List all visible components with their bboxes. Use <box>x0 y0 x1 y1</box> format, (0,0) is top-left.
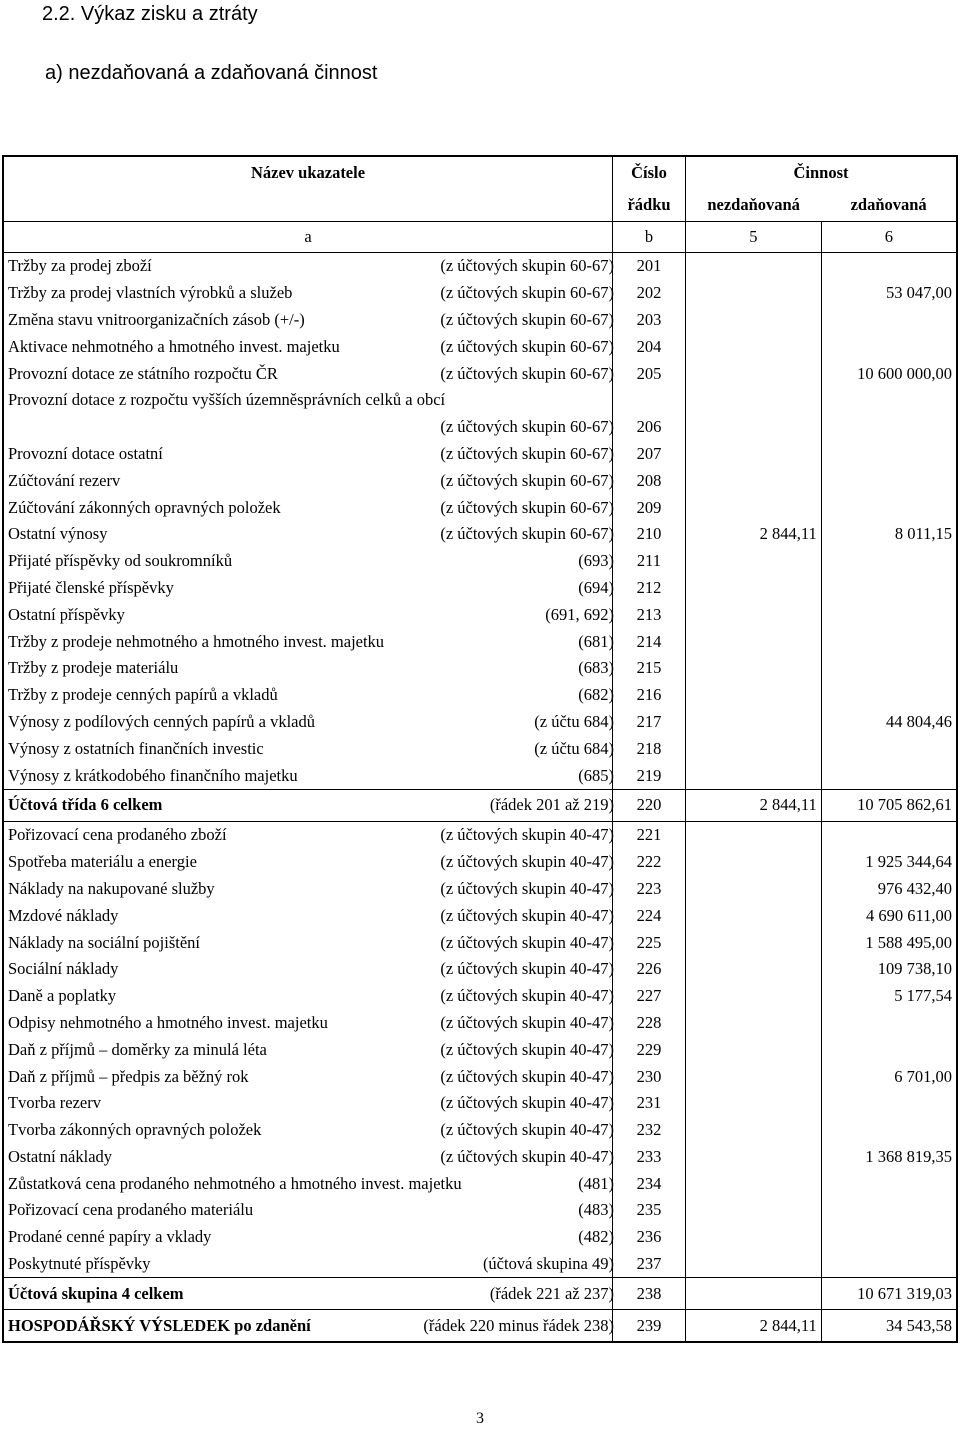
row-value-taxed <box>821 682 957 709</box>
row-value-taxed: 1 368 819,35 <box>821 1144 957 1171</box>
row-value-nontaxed <box>686 1090 822 1117</box>
row-value-taxed <box>821 735 957 762</box>
row-code: 219 <box>613 762 686 789</box>
row-value-taxed <box>821 655 957 682</box>
row-value-nontaxed <box>686 1117 822 1144</box>
row-code: 229 <box>613 1036 686 1063</box>
table-row <box>3 1251 957 1278</box>
row-code: 231 <box>613 1090 686 1117</box>
row-code: 226 <box>613 956 686 983</box>
table-row <box>3 601 957 628</box>
header-col6: zdaňovaná <box>850 195 927 214</box>
row-label: HOSPODÁŘSKÝ VÝSLEDEK po zdanění <box>8 1315 311 1335</box>
row-account: (z účtových skupin 60-67) <box>440 443 614 463</box>
table-row <box>3 821 957 848</box>
table-row <box>3 1170 957 1197</box>
row-value-nontaxed <box>686 735 822 762</box>
row-value-nontaxed <box>686 548 822 575</box>
row-label: Přijaté příspěvky od soukromníků <box>8 551 233 571</box>
row-value-nontaxed <box>686 849 822 876</box>
row-value-nontaxed <box>686 1063 822 1090</box>
row-value-taxed <box>821 1197 957 1224</box>
table-row <box>3 849 957 876</box>
row-label: Tržby z prodeje nehmotného a hmotného invest. majetku <box>8 631 385 651</box>
row-value-taxed <box>821 441 957 468</box>
header-code-line1: Číslo <box>613 156 686 189</box>
page-number: 3 <box>476 1410 484 1427</box>
row-label: Tržby z prodeje materiálu <box>8 658 179 678</box>
table-row <box>3 253 957 280</box>
row-account: (z účtových skupin 60-67) <box>440 283 614 303</box>
table-row <box>3 575 957 602</box>
row-code: 205 <box>613 360 686 387</box>
row-code: 204 <box>613 333 686 360</box>
row-value-taxed <box>821 253 957 280</box>
row-code: 212 <box>613 575 686 602</box>
row-account: (681) <box>578 631 614 651</box>
row-value-nontaxed <box>686 902 822 929</box>
row-value-taxed <box>821 821 957 848</box>
row-code: 239 <box>613 1310 686 1343</box>
row-value-nontaxed <box>686 628 822 655</box>
table-row <box>3 1224 957 1251</box>
table-row <box>3 414 957 441</box>
row-account: (693) <box>578 551 614 571</box>
row-account: (683) <box>578 658 614 678</box>
row-code: 210 <box>613 521 686 548</box>
table-row <box>3 655 957 682</box>
row-account: (z účtových skupin 60-67) <box>440 256 614 276</box>
table-row <box>3 682 957 709</box>
row-account: (z účtových skupin 40-47) <box>440 1039 614 1059</box>
row-label: Ostatní výnosy <box>8 524 108 544</box>
row-account: (481) <box>578 1173 614 1193</box>
row-value-nontaxed <box>686 360 822 387</box>
row-value-taxed: 1 588 495,00 <box>821 929 957 956</box>
row-label: Ostatní příspěvky <box>8 604 125 624</box>
row-label: Provozní dotace ze státního rozpočtu ČR <box>8 363 278 383</box>
table-row <box>3 929 957 956</box>
row-value-nontaxed <box>686 1278 822 1310</box>
row-value-taxed <box>821 548 957 575</box>
row-code: 209 <box>613 494 686 521</box>
row-code: 207 <box>613 441 686 468</box>
row-label: Výnosy z podílových cenných papírů a vkladů <box>8 711 316 731</box>
section-title: 2.2. Výkaz zisku a ztráty <box>42 3 258 25</box>
table-row <box>3 333 957 360</box>
row-label: Zůstatková cena prodaného nehmotného a hmotného invest. majetku <box>8 1173 462 1193</box>
income-statement-table <box>2 155 958 1343</box>
row-code: 214 <box>613 628 686 655</box>
row-value-taxed <box>821 762 957 789</box>
row-code: 208 <box>613 467 686 494</box>
row-account: (z účtových skupin 40-47) <box>440 905 614 925</box>
row-value-nontaxed <box>686 467 822 494</box>
row-code: 237 <box>613 1251 686 1278</box>
total-row <box>3 1278 957 1310</box>
table-row <box>3 494 957 521</box>
row-code: 224 <box>613 902 686 929</box>
table-row <box>3 983 957 1010</box>
row-value-nontaxed <box>686 280 822 307</box>
row-value-taxed: 10 705 862,61 <box>821 789 957 821</box>
row-label: Tržby z prodeje cenných papírů a vkladů <box>8 685 278 705</box>
row-account: (řádek 221 až 237) <box>489 1283 614 1303</box>
table-row <box>3 280 957 307</box>
row-value-taxed <box>821 1036 957 1063</box>
header-activity: Činnost <box>793 163 849 182</box>
row-value-nontaxed <box>686 956 822 983</box>
row-value-nontaxed <box>686 929 822 956</box>
row-code: 233 <box>613 1144 686 1171</box>
row-value-taxed: 976 432,40 <box>821 876 957 903</box>
table-row <box>3 1117 957 1144</box>
row-code: 220 <box>613 789 686 821</box>
table-row <box>3 1144 957 1171</box>
row-account: (z účtových skupin 60-67) <box>440 524 614 544</box>
row-code: 217 <box>613 709 686 736</box>
marker-col6: 6 <box>821 222 957 253</box>
header-col5: nezdaňovaná <box>707 195 800 214</box>
row-code: 225 <box>613 929 686 956</box>
row-code: 221 <box>613 821 686 848</box>
table-row <box>3 876 957 903</box>
row-value-nontaxed <box>686 1170 822 1197</box>
table-row <box>3 1090 957 1117</box>
row-value-taxed <box>821 307 957 334</box>
table-row <box>3 1197 957 1224</box>
row-code: 218 <box>613 735 686 762</box>
row-value-nontaxed <box>686 762 822 789</box>
row-value-nontaxed <box>686 821 822 848</box>
row-value-taxed <box>821 1117 957 1144</box>
table-row <box>3 956 957 983</box>
row-value-nontaxed <box>686 876 822 903</box>
row-label: Tržby za prodej vlastních výrobků a služeb <box>8 283 293 303</box>
row-value-nontaxed <box>686 709 822 736</box>
row-value-taxed <box>821 601 957 628</box>
row-value-taxed: 6 701,00 <box>821 1063 957 1090</box>
row-account: (z účtových skupin 60-67) <box>440 470 614 490</box>
row-value-nontaxed: 2 844,11 <box>759 524 817 544</box>
row-value-taxed <box>821 333 957 360</box>
row-label: Výnosy z krátkodobého finančního majetku <box>8 765 298 785</box>
row-code: 215 <box>613 655 686 682</box>
header-code-line2: řádku <box>613 189 686 222</box>
row-value-taxed: 44 804,46 <box>821 709 957 736</box>
row-account: (účtová skupina 49) <box>482 1254 614 1274</box>
table-row <box>3 735 957 762</box>
row-label: Pořizovací cena prodaného zboží <box>8 825 227 845</box>
row-value-nontaxed <box>686 307 822 334</box>
table-row <box>3 307 957 334</box>
row-code: 201 <box>613 253 686 280</box>
row-code: 228 <box>613 1010 686 1037</box>
row-value-nontaxed <box>686 1144 822 1171</box>
row-code: 202 <box>613 280 686 307</box>
row-label: Zúčtování rezerv <box>8 470 121 490</box>
row-account: (z účtových skupin 60-67) <box>440 497 614 517</box>
row-label: Daně a poplatky <box>8 986 117 1006</box>
row-value-taxed <box>821 1090 957 1117</box>
table-row <box>3 628 957 655</box>
row-value-taxed: 10 600 000,00 <box>821 360 957 387</box>
row-account: (694) <box>578 577 614 597</box>
table-row <box>3 467 957 494</box>
row-value-nontaxed <box>686 1197 822 1224</box>
row-code: 232 <box>613 1117 686 1144</box>
row-account: (682) <box>578 685 614 705</box>
row-value-taxed: 109 738,10 <box>821 956 957 983</box>
row-value-taxed <box>821 1224 957 1251</box>
row-label: Daň z příjmů – předpis za běžný rok <box>8 1066 249 1086</box>
row-label: Spotřeba materiálu a energie <box>8 852 197 872</box>
row-code: 230 <box>613 1063 686 1090</box>
row-value-taxed <box>821 575 957 602</box>
row-label: Aktivace nehmotného a hmotného invest. majetku <box>8 336 340 356</box>
row-account: (z účtu 684) <box>534 711 614 731</box>
row-code: 203 <box>613 307 686 334</box>
total-row <box>3 1310 957 1343</box>
row-label: Odpisy nehmotného a hmotného invest. majetku <box>8 1012 328 1032</box>
row-account: (z účtových skupin 40-47) <box>440 986 614 1006</box>
row-code: 235 <box>613 1197 686 1224</box>
row-account: (z účtových skupin 40-47) <box>440 852 614 872</box>
marker-code: b <box>613 222 686 253</box>
row-label: Sociální náklady <box>8 959 119 979</box>
row-value-taxed <box>821 1251 957 1278</box>
row-label: Tvorba zákonných opravných položek <box>8 1120 262 1140</box>
row-label: Tvorba rezerv <box>8 1093 101 1113</box>
table-row <box>3 902 957 929</box>
row-value-nontaxed <box>686 575 822 602</box>
row-value-nontaxed <box>686 494 822 521</box>
row-value-taxed: 4 690 611,00 <box>821 902 957 929</box>
total-row <box>3 789 957 821</box>
row-account: (z účtových skupin 60-67) <box>440 417 614 437</box>
row-value-taxed: 10 671 319,03 <box>821 1278 957 1310</box>
table-row <box>3 1063 957 1090</box>
table-row <box>3 709 957 736</box>
row-account: (z účtu 684) <box>534 738 614 758</box>
row-label: Změna stavu vnitroorganizačních zásob (+/-) <box>8 309 305 329</box>
row-value-nontaxed: 2 844,11 <box>686 789 822 821</box>
row-value-taxed: 1 925 344,64 <box>821 849 957 876</box>
row-label: Mzdové náklady <box>8 905 119 925</box>
table-row <box>3 762 957 789</box>
row-label: Tržby za prodej zboží <box>8 256 152 276</box>
row-label: Účtová skupina 4 celkem <box>8 1283 184 1303</box>
row-code: 206 <box>613 414 686 441</box>
row-value-nontaxed <box>686 601 822 628</box>
row-value-taxed <box>821 1010 957 1037</box>
row-code: 222 <box>613 849 686 876</box>
row-code <box>613 387 686 414</box>
table-row <box>3 548 957 575</box>
table-row <box>3 1010 957 1037</box>
row-account: (řádek 201 až 219) <box>489 795 614 815</box>
row-label: Přijaté členské příspěvky <box>8 577 174 597</box>
row-label: Ostatní náklady <box>8 1146 113 1166</box>
row-label: Prodané cenné papíry a vklady <box>8 1227 212 1247</box>
row-account: (z účtových skupin 40-47) <box>440 959 614 979</box>
row-account: (482) <box>578 1227 614 1247</box>
row-account: (z účtových skupin 40-47) <box>440 1146 614 1166</box>
row-label: Náklady na nakupované služby <box>8 878 215 898</box>
row-value-taxed <box>821 1170 957 1197</box>
row-account: (z účtových skupin 40-47) <box>440 1066 614 1086</box>
row-code: 234 <box>613 1170 686 1197</box>
row-value-nontaxed <box>686 253 822 280</box>
row-code: 211 <box>613 548 686 575</box>
row-code: 223 <box>613 876 686 903</box>
marker-name: a <box>3 222 613 253</box>
row-value-nontaxed <box>686 333 822 360</box>
row-account: (z účtových skupin 40-47) <box>440 1093 614 1113</box>
row-label: Výnosy z ostatních finančních investic <box>8 738 264 758</box>
row-code: 236 <box>613 1224 686 1251</box>
row-account: (z účtových skupin 40-47) <box>440 1120 614 1140</box>
table-row <box>3 360 957 387</box>
header-name: Název ukazatele <box>250 163 366 182</box>
row-value-taxed <box>821 628 957 655</box>
row-account: (z účtových skupin 40-47) <box>440 932 614 952</box>
row-value-nontaxed <box>686 1036 822 1063</box>
marker-col5: 5 <box>686 222 822 253</box>
row-account: (z účtových skupin 60-67) <box>440 309 614 329</box>
row-account: (z účtových skupin 60-67) <box>440 363 614 383</box>
row-account: (483) <box>578 1200 614 1220</box>
row-value-nontaxed <box>686 414 822 441</box>
table-row <box>3 1036 957 1063</box>
row-label: Zúčtování zákonných opravných položek <box>8 497 281 517</box>
table-row <box>3 521 957 548</box>
row-value-taxed: 8 011,15 <box>821 521 957 548</box>
row-label: Daň z příjmů – doměrky za minulá léta <box>8 1039 267 1059</box>
row-code: 213 <box>613 601 686 628</box>
row-value-taxed <box>821 414 957 441</box>
row-value-taxed <box>821 387 957 414</box>
row-value-nontaxed <box>686 655 822 682</box>
row-label: Náklady na sociální pojištění <box>8 932 200 952</box>
row-value-taxed: 5 177,54 <box>821 983 957 1010</box>
row-account: (z účtových skupin 60-67) <box>440 336 614 356</box>
row-value-nontaxed <box>686 1251 822 1278</box>
row-account: (685) <box>578 765 614 785</box>
row-label: Pořizovací cena prodaného materiálu <box>8 1200 254 1220</box>
row-label: Provozní dotace ostatní <box>8 443 163 463</box>
row-account: (řádek 220 minus řádek 238) <box>423 1315 614 1335</box>
row-value-nontaxed: 2 844,11 <box>686 1310 822 1343</box>
row-value-nontaxed <box>686 1224 822 1251</box>
row-value-nontaxed <box>686 682 822 709</box>
row-label: Poskytnuté příspěvky <box>8 1254 151 1274</box>
row-value-nontaxed <box>686 441 822 468</box>
row-account: (z účtových skupin 40-47) <box>440 878 614 898</box>
row-value-nontaxed <box>686 387 822 414</box>
table-row <box>3 387 957 414</box>
row-code: 227 <box>613 983 686 1010</box>
row-value-nontaxed <box>686 983 822 1010</box>
row-label: Účtová třída 6 celkem <box>8 795 163 815</box>
row-account: (z účtových skupin 40-47) <box>440 825 614 845</box>
row-account: (691, 692) <box>545 604 614 624</box>
row-label: Provozní dotace z rozpočtu vyšších územněsprávních celků a obcí <box>8 390 446 410</box>
subsection-title: a) nezdaňovaná a zdaňovaná činnost <box>45 62 378 84</box>
row-value-taxed <box>821 467 957 494</box>
row-value-taxed <box>821 494 957 521</box>
row-code: 216 <box>613 682 686 709</box>
row-account: (z účtových skupin 40-47) <box>440 1012 614 1032</box>
row-value-taxed: 34 543,58 <box>821 1310 957 1343</box>
row-code: 238 <box>613 1278 686 1310</box>
row-value-taxed: 53 047,00 <box>821 280 957 307</box>
row-value-nontaxed <box>686 1010 822 1037</box>
table-row <box>3 441 957 468</box>
